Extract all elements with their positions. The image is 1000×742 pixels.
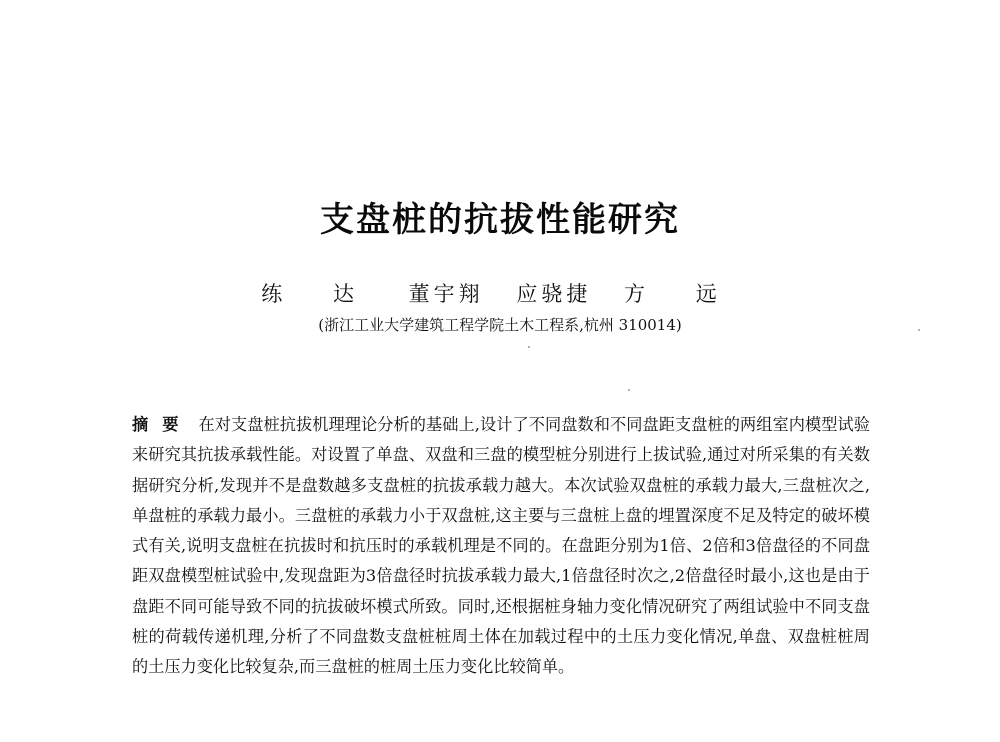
abstract-block [132, 410, 870, 683]
author-name: 方 远 [624, 282, 739, 306]
author-name: 应骁捷 [516, 282, 592, 306]
scan-speck [918, 329, 920, 331]
scan-speck [628, 389, 630, 391]
author-list [0, 278, 1000, 308]
paper-title: 支盘桩的抗拔性能研究 [320, 200, 680, 240]
author-name: 练 达 [261, 282, 376, 306]
author-affiliation: (浙江工业大学建筑工程学院土木工程系,杭州 310014) [318, 316, 682, 334]
abstract-label: 摘要 [132, 415, 193, 434]
abstract-text: 在对支盘桩抗拔机理理论分析的基础上,设计了不同盘数和不同盘距支盘桩的两组室内模型试验来研究其抗拔承载性能。对设置了单盘、双盘和三盘的模型桩分别进行上拔试验,通过对所采集的有关数据研究分析,发现并不是盘数越多支盘桩的抗拔承载力越大。本次试验双盘桩的承载力最大,三盘桩次之,单盘桩的承载力最小。三盘桩的承载力小于双盘桩,这主要与三盘桩上盘的埋置深度不足及特定的破坏模式有关,说明支盘桩在抗拔时和抗压时的承载机理是不同的。在盘距分别为1倍、2倍和3倍盘径的不同盘距双盘模型桩试验中,发现盘距为3倍盘径时抗拔承载力最大,1倍盘径时次之,2倍盘径时最小,这也是由于盘距不同可能导致不同的抗拔破坏模式所致。同时,还根据桩身轴力变化情况研究了两组试验中不同支盘桩的荷载传递机理,分析了不同盘数支盘桩桩周土体在加载过程中的土压力变化情况,单盘、双盘桩桩周的土压力变化比较复杂,而三盘桩的桩周土压力变化比较简单。 [132, 415, 870, 677]
scan-speck [528, 346, 530, 348]
author-name: 董宇翔 [408, 282, 484, 306]
